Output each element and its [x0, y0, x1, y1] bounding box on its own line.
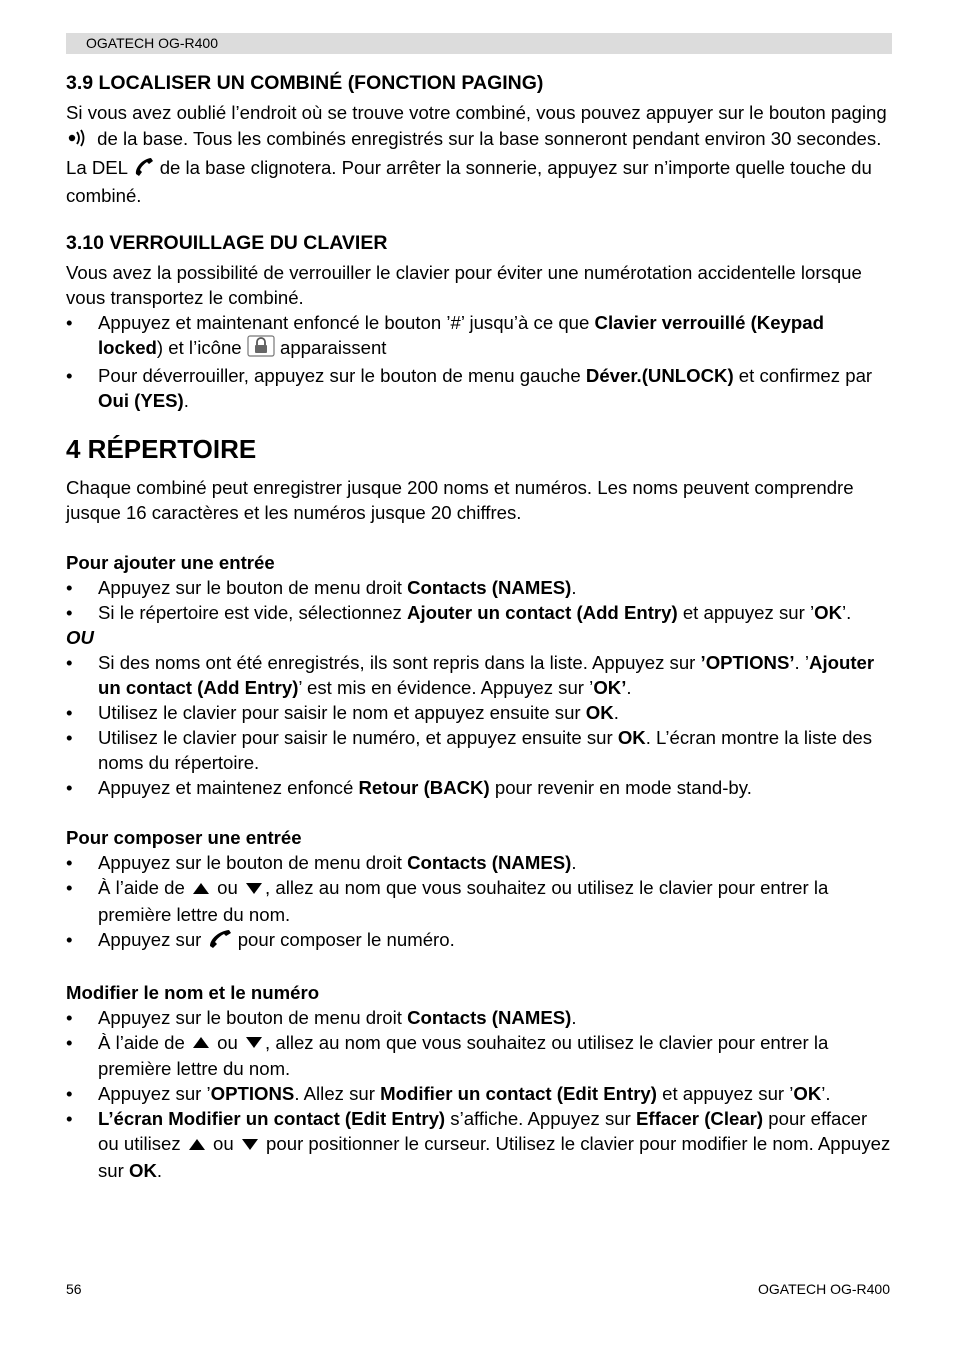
section-3-10-intro: Vous avez la possibilité de verrouiller le clavier pour éviter une numérotation accidentelle lorsque vous transportez le combiné. — [66, 262, 862, 309]
section-3-9-title: 3.9 LOCALISER UN COMBINÉ (FONCTION PAGING) — [66, 72, 544, 94]
list-item: • À l’aide de ou , allez au nom que vous souhaitez ou utilisez le clavier pour entrer la première lettre du nom. — [66, 1031, 829, 1080]
section-3-10-title: 3.10 VERROUILLAGE DU CLAVIER — [66, 232, 388, 255]
up-arrow-icon — [190, 1031, 212, 1056]
section-3-9-paragraph-1: Si vous avez oublié l’endroit où se trouve votre combiné, vous pouvez appuyer sur le bouton paging de la base. Tous les combinés enregistrés sur la base sonneront pendant environ 30 secondes. — [66, 100, 892, 155]
list-item: • L’écran Modifier un contact (Edit Entry) s’affiche. Appuyez sur Effacer (Clear) pour effacer ou utilisez ou pour positionner le curseur. Utilisez le clavier pour modifier le nom. Appuyez sur OK. — [66, 1108, 891, 1182]
compose-entry-title: Pour composer une entrée — [66, 827, 302, 849]
list-item: • Appuyez et maintenez enfoncé Retour (BACK) pour revenir en mode stand-by. — [66, 777, 752, 799]
down-arrow-icon — [239, 1133, 261, 1158]
page-number: 56 — [66, 1281, 82, 1297]
section-4-intro: Chaque combiné peut enregistrer jusque 200 noms et numéros. Les noms peuvent comprendre jusque 16 caractères et les numéros jusque 20 chiffres. — [66, 477, 854, 524]
list-item: • Utilisez le clavier pour saisir le numéro, et appuyez ensuite sur OK. L’écran montre la liste des noms du répertoire. — [66, 727, 873, 774]
section-3-10-list — [66, 310, 892, 413]
list-item: • Appuyez et maintenant enfoncé le bouton ’#’ jusqu’à ce que Clavier verrouillé (Keypad locked) et l’icône apparaissent — [66, 310, 892, 363]
compose-entry-list — [66, 850, 892, 955]
list-item: • Appuyez sur pour composer le numéro. — [66, 927, 892, 955]
modify-entry-title: Modifier le nom et le numéro — [66, 981, 320, 1003]
paging-icon — [66, 125, 92, 155]
phone-icon — [207, 927, 233, 955]
section-3-9-paragraph-2: La DEL de la base clignotera. Pour arrêter la sonnerie, appuyez sur n’importe quelle touche du combiné. — [66, 157, 872, 207]
up-arrow-icon — [186, 1133, 208, 1158]
footer-title: OGATECH OG-R400 — [758, 1281, 890, 1297]
list-item: • Pour déverrouiller, appuyez sur le bouton de menu gauche Déver.(UNLOCK) et confirmez par Oui (YES). — [66, 365, 873, 412]
header-bar — [66, 33, 892, 54]
list-item: • Appuyez sur le bouton de menu droit Contacts (NAMES). — [66, 577, 577, 599]
list-item: • Appuyez sur le bouton de menu droit Contacts (NAMES). — [66, 1006, 577, 1028]
phone-icon — [133, 155, 155, 183]
page-content — [66, 66, 892, 1183]
list-item: • Si le répertoire est vide, sélectionnez Ajouter un contact (Add Entry) et appuyez sur ’OK’. — [66, 602, 852, 624]
add-entry-title: Pour ajouter une entrée — [66, 552, 275, 574]
section-4-title: 4 RÉPERTOIRE — [66, 434, 257, 465]
header-title: OGATECH OG-R400 — [86, 35, 218, 51]
list-item: • Appuyez sur le bouton de menu droit Contacts (NAMES). — [66, 852, 577, 874]
list-item: • Utilisez le clavier pour saisir le nom et appuyez ensuite sur OK. — [66, 702, 619, 724]
down-arrow-icon — [243, 877, 265, 902]
or-label: OU — [66, 627, 94, 649]
add-entry-list-2 — [66, 650, 892, 800]
up-arrow-icon — [190, 877, 212, 902]
lock-icon — [247, 335, 275, 363]
add-entry-list — [66, 575, 892, 625]
list-item: • Appuyez sur ’OPTIONS. Allez sur Modifier un contact (Edit Entry) et appuyez sur ’OK’. — [66, 1083, 831, 1105]
down-arrow-icon — [243, 1031, 265, 1056]
list-item: • Si des noms ont été enregistrés, ils sont repris dans la liste. Appuyez sur ’OPTIONS’. ’Ajouter un contact (Add Entry)’ est mis en évidence. Appuyez sur ’OK’. — [66, 652, 875, 699]
list-item: • À l’aide de ou , allez au nom que vous souhaitez ou utilisez le clavier pour entrer la première lettre du nom. — [66, 877, 829, 925]
modify-entry-list — [66, 1005, 892, 1183]
